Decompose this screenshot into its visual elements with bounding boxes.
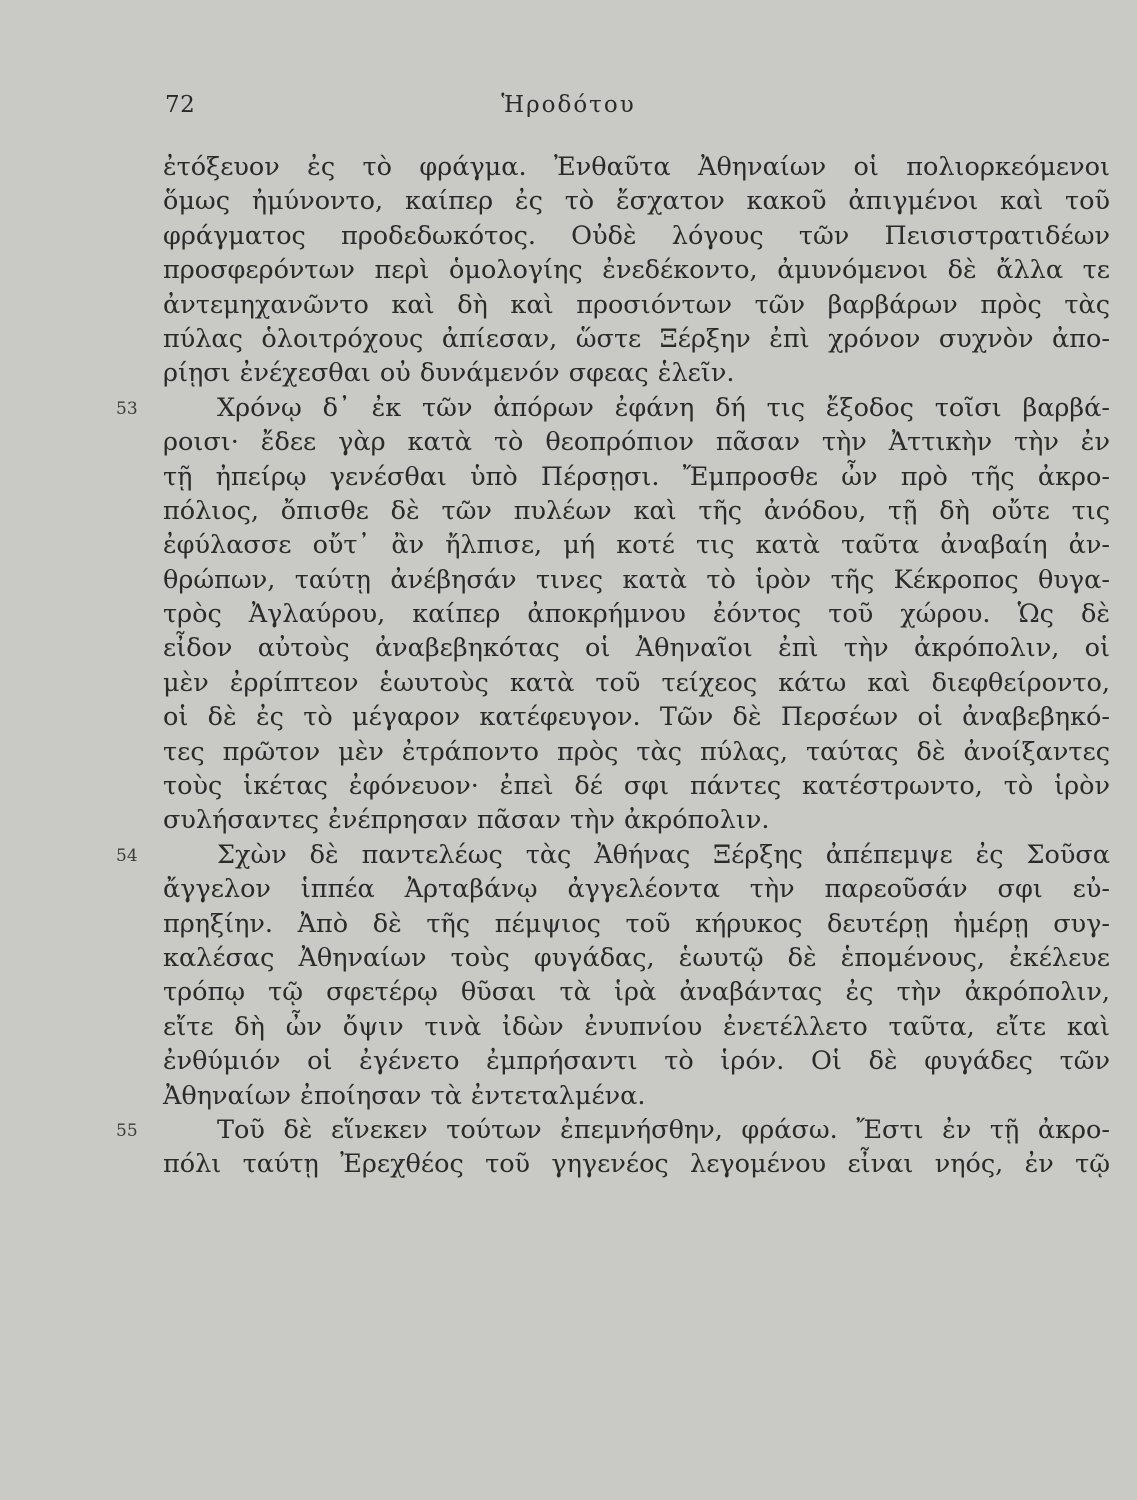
text-line [0,803,1137,837]
line-text: Ἀθηναίων ἐποίησαν τὰ ἐντεταλμένα. [163,1080,646,1111]
text-line [0,322,1137,356]
section-number: 55 [116,1120,138,1141]
line-text: τες πρῶτον μὲν ἐτράποντο πρὸς τὰς πύλας, ταύτας δὲ ἀνοίξαντες [163,736,1110,767]
text-line [0,700,1137,734]
line-text: εἶδον αὐτοὺς ἀναβεβηκότας οἱ Ἀθηναῖοι ἐπὶ τὴν ἀκρόπολιν, οἱ [163,633,1110,664]
text-line [0,666,1137,700]
text-line [0,150,1137,184]
text-line [0,735,1137,769]
line-text: φράγματος προδεδωκότος. Οὐδὲ λόγους τῶν Πεισιστρατιδέων [163,220,1110,251]
text-line [0,907,1137,941]
line-text: Χρόνῳ δ᾽ ἐκ τῶν ἀπόρων ἐφάνη δή τις ἔξοδος τοῖσι βαρβά- [217,392,1110,423]
text-line [0,1079,1137,1113]
line-text: ἄγγελον ἱππέα Ἀρταβάνῳ ἀγγελέοντα τὴν παρεοῦσάν σφι εὐ- [163,874,1110,905]
text-line [0,941,1137,975]
line-text: ὅμως ἠμύνοντο, καίπερ ἐς τὸ ἔσχατον κακοῦ ἀπιγμένοι καὶ τοῦ [163,186,1110,217]
line-text: τρόπῳ τῷ σφετέρῳ θῦσαι τὰ ἱρὰ ἀναβάντας ἐς τὴν ἀκρόπολιν, [163,977,1110,1008]
line-text: ἀντεμηχανῶντο καὶ δὴ καὶ προσιόντων τῶν βαρβάρων πρὸς τὰς [163,289,1110,320]
section-number: 53 [116,398,138,419]
line-text: συλήσαντες ἐνέπρησαν πᾶσαν τὴν ἀκρόπολιν. [163,805,770,836]
text-body [0,150,1137,1182]
page-header [0,92,1137,128]
text-line [0,528,1137,562]
text-line [0,631,1137,665]
line-text: πύλας ὁλοιτρόχους ἀπίεσαν, ὥστε Ξέρξην ἐπὶ χρόνον συχνὸν ἀπο- [163,323,1110,354]
text-line [0,494,1137,528]
line-text: καλέσας Ἀθηναίων τοὺς φυγάδας, ἑωυτῷ δὲ ἑπομένους, ἐκέλευε [163,942,1110,973]
text-line [0,769,1137,803]
line-text: πρηξίην. Ἀπὸ δὲ τῆς πέμψιος τοῦ κήρυκος δευτέρῃ ἡμέρῃ συγ- [163,908,1110,939]
text-line [0,253,1137,287]
running-head: Ἡροδότου [501,92,636,118]
line-text: Σχὼν δὲ παντελέως τὰς Ἀθήνας Ξέρξης ἀπέπεμψε ἐς Σοῦσα [217,839,1110,870]
line-text: μὲν ἐρρίπτεον ἑωυτοὺς κατὰ τοῦ τείχεος κάτω καὶ διεφθείροντο, [163,667,1110,698]
text-line [0,1044,1137,1078]
page-number: 72 [165,92,196,118]
text-line [0,1113,1137,1147]
line-text: προσφερόντων περὶ ὁμολογίης ἐνεδέκοντο, ἀμυνόμενοι δὲ ἄλλα τε [163,255,1110,286]
line-text: οἱ δὲ ἐς τὸ μέγαρον κατέφευγον. Τῶν δὲ Περσέων οἱ ἀναβεβηκό- [163,702,1110,733]
line-text: εἴτε δὴ ὦν ὄψιν τινὰ ἰδὼν ἐνυπνίου ἐνετέλλετο ταῦτα, εἴτε καὶ [163,1011,1110,1042]
text-line [0,460,1137,494]
line-text: τῇ ἠπείρῳ γενέσθαι ὑπὸ Πέρσῃσι. Ἔμπροσθε ὦν πρὸ τῆς ἀκρο- [163,461,1110,492]
text-line [0,425,1137,459]
line-text: θρώπων, ταύτῃ ἀνέβησάν τινες κατὰ τὸ ἱρὸν τῆς Κέκροπος θυγα- [163,564,1110,595]
text-line [0,391,1137,425]
text-line [0,219,1137,253]
text-line [0,563,1137,597]
line-text: ἐτόξευον ἐς τὸ φράγμα. Ἐνθαῦτα Ἀθηναίων οἱ πολιορκεόμενοι [163,152,1110,182]
line-text: Τοῦ δὲ εἵνεκεν τούτων ἐπεμνήσθην, φράσω. Ἔστι ἐν τῇ ἀκρο- [217,1114,1110,1145]
text-line [0,872,1137,906]
text-line [0,288,1137,322]
text-line [0,597,1137,631]
line-text: ρίῃσι ἐνέχεσθαι οὐ δυνάμενόν σφεας ἑλεῖν. [163,358,735,389]
line-text: τρὸς Ἀγλαύρου, καίπερ ἀποκρήμνου ἐόντος τοῦ χώρου. Ὡς δὲ [163,599,1110,630]
text-line [0,1010,1137,1044]
line-text: ἐνθύμιόν οἱ ἐγένετο ἐμπρήσαντι τὸ ἱρόν. Οἱ δὲ φυγάδες τῶν [163,1046,1110,1077]
line-text: τοὺς ἱκέτας ἐφόνευον· ἐπεὶ δέ σφι πάντες κατέστρωντο, τὸ ἱρὸν [163,771,1110,802]
text-line [0,975,1137,1009]
line-text: ροισι· ἔδεε γὰρ κατὰ τὸ θεοπρόπιον πᾶσαν τὴν Ἀττικὴν τὴν ἐν [163,427,1110,458]
line-text: πόλι ταύτῃ Ἐρεχθέος τοῦ γηγενέος λεγομένου εἶναι νηός, ἐν τῷ [163,1149,1110,1180]
text-line [0,838,1137,872]
line-text: πόλιος, ὄπισθε δὲ τῶν πυλέων καὶ τῆς ἀνόδου, τῇ δὴ οὔτε τις [163,495,1110,526]
section-number: 54 [116,845,138,866]
line-text: ἐφύλασσε οὔτ᾽ ἂν ἤλπισε, μή κοτέ τις κατὰ ταῦτα ἀναβαίη ἀν- [163,530,1110,561]
text-line [0,184,1137,218]
text-line [0,1147,1137,1181]
text-line [0,356,1137,390]
